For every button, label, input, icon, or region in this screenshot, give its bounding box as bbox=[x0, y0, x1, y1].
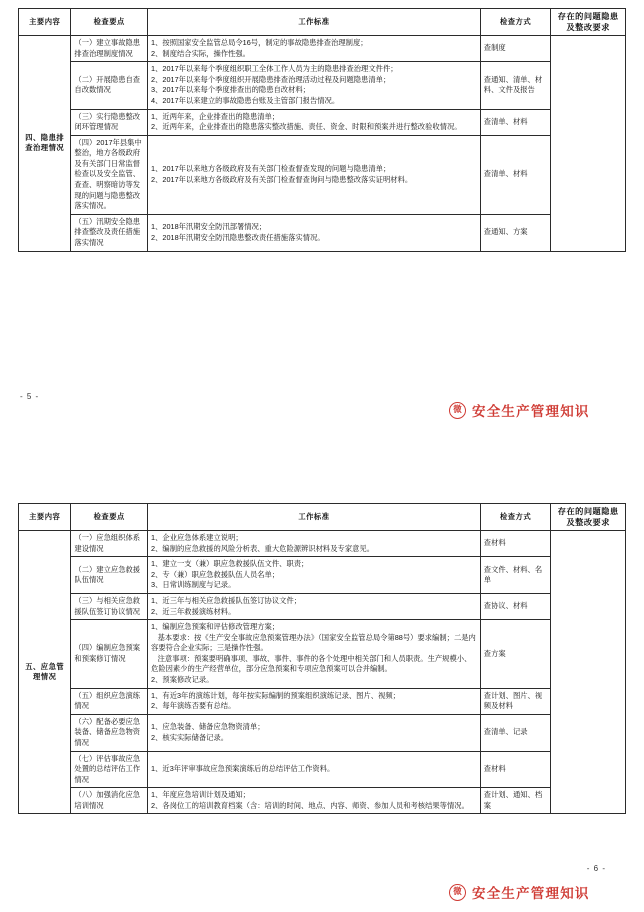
col-header-way: 检查方式 bbox=[480, 504, 551, 531]
problem-note-cell bbox=[551, 36, 626, 251]
table-row bbox=[19, 714, 626, 751]
check-method-cell: 查协议、材料 bbox=[480, 594, 551, 620]
col-header-point: 检查要点 bbox=[71, 9, 148, 36]
check-point-cell: （八）加强消化应急培训情况 bbox=[71, 788, 148, 814]
watermark-label: 安全生产管理知识 bbox=[472, 886, 590, 901]
table-header-row bbox=[19, 9, 626, 36]
work-standard-cell: 1、建立一支（兼）职应急救援队伍文件、职责； 2、专（兼）职应急救援队伍人员名单； 3、日常训练制度与记录。 bbox=[148, 557, 481, 594]
wechat-logo-icon: 微 bbox=[449, 402, 466, 419]
work-standard-cell: 1、企业应急体系建立说明； 2、编制的应急救援的风险分析表、重大危险源辨识材料及专家意见。 bbox=[148, 531, 481, 557]
col-header-problem: 存在的问题隐患及整改要求 bbox=[551, 9, 626, 36]
work-standard-cell: 1、2018年汛期安全防汛部署情况； 2、2018年汛期安全防汛隐患整改责任措施落实情况。 bbox=[148, 214, 481, 251]
table-page-5 bbox=[18, 8, 626, 252]
table-row bbox=[19, 557, 626, 594]
check-point-cell: （四）编制应急预案和预案修订情况 bbox=[71, 620, 148, 688]
main-category-cell: 五、应急管理情况 bbox=[19, 531, 71, 814]
work-standard-cell: 1、按照国家安全监管总局令16号，制定的事故隐患排查治理制度； 2、制度结合实际，操作性强。 bbox=[148, 36, 481, 62]
check-point-cell: （三）实行隐患整改闭环管理情况 bbox=[71, 109, 148, 135]
table-row bbox=[19, 788, 626, 814]
check-method-cell: 查通知、方案 bbox=[480, 214, 551, 251]
check-method-cell: 查计划、图片、视频及材料 bbox=[480, 688, 551, 714]
check-point-cell: （一）建立事故隐患排查治理制度情况 bbox=[71, 36, 148, 62]
check-point-cell: （六）配备必要应急装备、储备应急物资情况 bbox=[71, 714, 148, 751]
table-row bbox=[19, 62, 626, 109]
check-method-cell: 查文件、材料、名单 bbox=[480, 557, 551, 594]
table-row bbox=[19, 594, 626, 620]
check-point-cell: （二）开展隐患自查自改数情况 bbox=[71, 62, 148, 109]
work-standard-cell: 1、有近3年的演练计划，每年按实际编制的预案组织演练记录、图片、视频； 2、每年演练否要有总结。 bbox=[148, 688, 481, 714]
table-row bbox=[19, 620, 626, 688]
watermark-bottom bbox=[449, 882, 590, 902]
check-point-cell: （五）汛期安全隐患排查整改及责任措施落实情况 bbox=[71, 214, 148, 251]
check-method-cell: 查清单、材料 bbox=[480, 135, 551, 214]
main-category-cell: 四、隐患排查治理情况 bbox=[19, 36, 71, 251]
check-method-cell: 查材料 bbox=[480, 531, 551, 557]
check-method-cell: 查清单、材料 bbox=[480, 109, 551, 135]
page-number-top: - 5 - bbox=[20, 392, 40, 401]
table-row bbox=[19, 109, 626, 135]
watermark-top bbox=[449, 400, 590, 420]
check-method-cell: 查材料 bbox=[480, 751, 551, 788]
work-standard-cell: 1、近三年与相关应急救援队伍签订协议文件； 2、近三年救援演练材料。 bbox=[148, 594, 481, 620]
col-header-standard: 工作标准 bbox=[148, 9, 481, 36]
table-row bbox=[19, 214, 626, 251]
inspection-table-bottom bbox=[18, 503, 626, 814]
col-header-main: 主要内容 bbox=[19, 9, 71, 36]
work-standard-cell: 1、2017年以来地方各级政府及有关部门检查督查发现的问题与隐患清单； 2、2017年以来地方各级政府及有关部门检查督查询问与隐患整改落实证明材料。 bbox=[148, 135, 481, 214]
col-header-way: 检查方式 bbox=[480, 9, 551, 36]
table-header-row bbox=[19, 504, 626, 531]
check-point-cell: （一）应急组织体系建设情况 bbox=[71, 531, 148, 557]
col-header-main: 主要内容 bbox=[19, 504, 71, 531]
check-point-cell: （三）与相关应急救援队伍签订协议情况 bbox=[71, 594, 148, 620]
table-page-6 bbox=[18, 503, 626, 814]
table-row bbox=[19, 135, 626, 214]
check-method-cell: 查计划、通知、档案 bbox=[480, 788, 551, 814]
check-method-cell: 查通知、清单、材料、文件及报告 bbox=[480, 62, 551, 109]
col-header-standard: 工作标准 bbox=[148, 504, 481, 531]
page-number-bottom: - 6 - bbox=[586, 864, 606, 873]
table-row bbox=[19, 531, 626, 557]
col-header-problem: 存在的问题隐患及整改要求 bbox=[551, 504, 626, 531]
table-row bbox=[19, 751, 626, 788]
check-point-cell: （四）2017年县集中整治，地方各级政府及有关部门日常监督检查以及安全监管、查查、明察暗访等发现的问题与隐患整改落实情况。 bbox=[71, 135, 148, 214]
table-row bbox=[19, 688, 626, 714]
problem-note-cell bbox=[551, 531, 626, 814]
check-point-cell: （二）建立应急救援队伍情况 bbox=[71, 557, 148, 594]
check-method-cell: 查制度 bbox=[480, 36, 551, 62]
check-method-cell: 查清单、记录 bbox=[480, 714, 551, 751]
work-standard-cell: 1、应急装备、储备应急物资清单； 2、核实实际储备记录。 bbox=[148, 714, 481, 751]
work-standard-cell: 1、编制应急预案和评估修改管理方案； 基本要求：按《生产安全事故应急预案管理办法》（国家安全监管总局令第88号）要求编制；二是内容要符合企业实际；三是操作性强。 注意事项：预案要明确事项、事故、事件、事件的各个处理中相关部门和人员职责。生产规模小、危险因素少的生产经营单位，部分应急预案和专项应急预案可以合并编制。 2、预案修改记录。 bbox=[148, 620, 481, 688]
check-point-cell: （五）组织应急演练情况 bbox=[71, 688, 148, 714]
table-row bbox=[19, 36, 626, 62]
inspection-table-top bbox=[18, 8, 626, 252]
check-method-cell: 查方案 bbox=[480, 620, 551, 688]
wechat-logo-icon: 微 bbox=[449, 884, 466, 901]
watermark-label: 安全生产管理知识 bbox=[472, 404, 590, 419]
check-point-cell: （七）评估事故应急处置的总结评估工作情况 bbox=[71, 751, 148, 788]
work-standard-cell: 1、近两年来，企业排查出的隐患清单； 2、近两年来，企业排查出的隐患落实整改措施、责任、资金、时限和预案并进行整改验收情况。 bbox=[148, 109, 481, 135]
col-header-point: 检查要点 bbox=[71, 504, 148, 531]
work-standard-cell: 1、年度应急培训计划及通知； 2、各岗位工的培训教育档案（含：培训的时间、地点、内容、师资、参加人员和考核结果等情况。 bbox=[148, 788, 481, 814]
work-standard-cell: 1、近3年评审事故应急预案演练后的总结评估工作资料。 bbox=[148, 751, 481, 788]
work-standard-cell: 1、2017年以来每个季度组织职工全体工作人员为主的隐患排查治理文件件； 2、2017年以来每个季度组织开展隐患排查治理活动过程及问题隐患清单； 3、2017年以来每个季度排查出的隐患自改材料； 4、2017年以来建立的事故隐患台账及主管部门报告情况。 bbox=[148, 62, 481, 109]
